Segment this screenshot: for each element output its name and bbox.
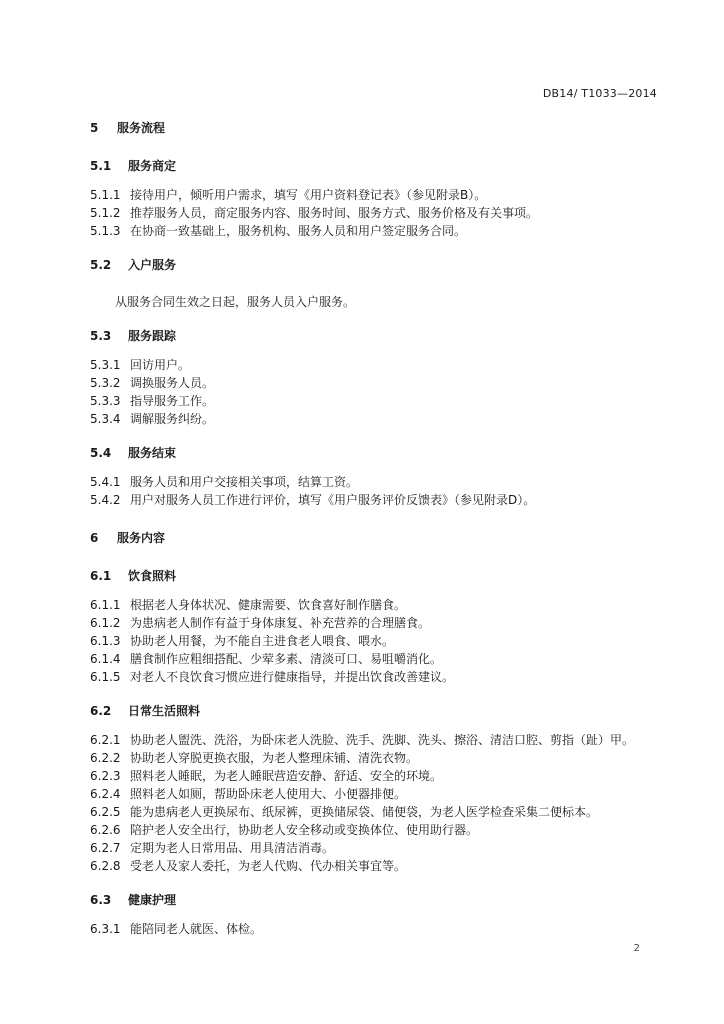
clause-5-4-1 [90, 473, 660, 491]
document-code: DB14/ T1033—2014 [542, 87, 657, 100]
clause-number: 6.2.1 [90, 733, 121, 747]
subsection-title: 入户服务 [128, 258, 177, 272]
clause-number: 6.2.6 [90, 823, 121, 837]
clause-6-3-1 [90, 920, 660, 938]
subsection-number: 5.1 [90, 159, 112, 173]
clause-number: 6.2.5 [90, 805, 121, 819]
clause-text: 协助老人用餐，为不能自主进食老人喂食、喂水。 [130, 634, 395, 648]
clause-number: 5.3.1 [90, 358, 121, 372]
clause-text: 指导服务工作。 [130, 394, 215, 408]
subsection-title: 服务商定 [128, 159, 177, 173]
subsection-title: 服务跟踪 [128, 329, 177, 343]
clause-number: 6.2.2 [90, 751, 121, 765]
page-header [0, 0, 724, 104]
clause-text: 在协商一致基础上，服务机构、服务人员和用户签定服务合同。 [130, 224, 467, 238]
clause-6-2-2 [90, 749, 660, 767]
subsection-heading-5-4 [90, 444, 660, 462]
clause-6-2-7 [90, 839, 660, 857]
clause-text: 服务人员和用户交接相关事项，结算工资。 [130, 475, 359, 489]
clause-6-1-5 [90, 668, 660, 686]
clause-text: 为患病老人制作有益于身体康复、补充营养的合理膳食。 [130, 616, 431, 630]
clause-5-3-2 [90, 374, 660, 392]
clause-text: 调解服务纠纷。 [130, 412, 215, 426]
document-body [90, 119, 660, 938]
clause-number: 5.1.1 [90, 188, 121, 202]
page-number: 2 [633, 943, 640, 954]
clause-number: 6.1.4 [90, 652, 121, 666]
subsection-heading-5-3 [90, 327, 660, 345]
clause-number: 6.1.2 [90, 616, 121, 630]
subsection-number: 6.2 [90, 704, 112, 718]
subsection-heading-6-2 [90, 702, 660, 720]
subsection-number: 5.3 [90, 329, 112, 343]
clause-5-1-1 [90, 186, 660, 204]
clause-number: 5.1.2 [90, 206, 121, 220]
clause-6-2-8 [90, 857, 660, 875]
clause-6-2-3 [90, 767, 660, 785]
clause-number: 6.1.3 [90, 634, 121, 648]
subsection-number: 5.2 [90, 258, 112, 272]
clause-text: 接待用户，倾听用户需求，填写《用户资料登记表》（参见附录B）。 [130, 188, 487, 202]
clause-number: 6.3.1 [90, 922, 121, 936]
clause-number: 5.3.3 [90, 394, 121, 408]
clause-number: 6.2.8 [90, 859, 121, 873]
clause-number: 6.1.5 [90, 670, 121, 684]
clause-text: 能陪同老人就医、体检。 [130, 922, 263, 936]
clause-number: 6.2.4 [90, 787, 121, 801]
clause-text: 根据老人身体状况、健康需要、饮食喜好制作膳食。 [130, 598, 407, 612]
section-heading-5 [90, 119, 660, 137]
section-heading-6 [90, 529, 660, 547]
subsection-number: 5.4 [90, 446, 112, 460]
clause-text: 陪护老人安全出行，协助老人安全移动或变换体位、使用助行器。 [130, 823, 479, 837]
subsection-number: 6.1 [90, 569, 112, 583]
clause-text: 定期为老人日常用品、用具清洁消毒。 [130, 841, 335, 855]
clause-6-2-1 [90, 731, 660, 749]
clause-number: 5.3.4 [90, 412, 121, 426]
clause-number: 5.3.2 [90, 376, 121, 390]
subsection-heading-5-2 [90, 256, 660, 274]
clause-number: 5.1.3 [90, 224, 121, 238]
clause-number: 6.1.1 [90, 598, 121, 612]
clause-text: 协助老人穿脱更换衣服，为老人整理床铺、清洗衣物。 [130, 751, 419, 765]
subsection-heading-5-1 [90, 157, 660, 175]
subsection-title: 日常生活照料 [128, 704, 201, 718]
subsection-heading-6-3 [90, 891, 660, 909]
clause-5-1-3 [90, 222, 660, 240]
clause-text: 调换服务人员。 [130, 376, 215, 390]
section-number: 5 [90, 121, 99, 135]
clause-6-1-2 [90, 614, 660, 632]
clause-5-3-3 [90, 392, 660, 410]
clause-text: 协助老人盥洗、洗浴，为卧床老人洗脸、洗手、洗脚、洗头、擦浴、清洁口腔、剪指（趾）甲。 [130, 733, 635, 747]
clause-6-2-5 [90, 803, 660, 821]
clause-5-1-2 [90, 204, 660, 222]
clause-text: 照料老人如厕，帮助卧床老人使用大、小便器排便。 [130, 787, 407, 801]
subsection-title: 服务结束 [128, 446, 177, 460]
section-title: 服务内容 [117, 531, 166, 545]
clause-text: 照料老人睡眠，为老人睡眠营造安静、舒适、安全的环境。 [130, 769, 443, 783]
clause-number: 5.4.2 [90, 493, 121, 507]
section-number: 6 [90, 531, 99, 545]
clause-5-3-4 [90, 410, 660, 428]
clause-6-1-1 [90, 596, 660, 614]
clause-6-1-3 [90, 632, 660, 650]
clause-6-1-4 [90, 650, 660, 668]
clause-number: 5.4.1 [90, 475, 121, 489]
clause-text: 推荐服务人员，商定服务内容、服务时间、服务方式、服务价格及有关事项。 [130, 206, 539, 220]
subsection-title: 饮食照料 [128, 569, 177, 583]
section-title: 服务流程 [117, 121, 166, 135]
clause-number: 6.2.7 [90, 841, 121, 855]
clause-number: 6.2.3 [90, 769, 121, 783]
clause-text: 膳食制作应粗细搭配、少荤多素、清淡可口、易咀嚼消化。 [130, 652, 443, 666]
clause-6-2-6 [90, 821, 660, 839]
clause-text: 回访用户。 [130, 358, 191, 372]
paragraph-text: 从服务合同生效之日起，服务人员入户服务。 [115, 295, 356, 309]
clause-text: 受老人及家人委托，为老人代购、代办相关事宜等。 [130, 859, 407, 873]
clause-5-4-2 [90, 491, 660, 509]
clause-text: 用户对服务人员工作进行评价，填写《用户服务评价反馈表》（参见附录D）。 [130, 493, 536, 507]
subsection-heading-6-1 [90, 567, 660, 585]
subsection-title: 健康护理 [128, 893, 177, 907]
subsection-number: 6.3 [90, 893, 112, 907]
clause-6-2-4 [90, 785, 660, 803]
clause-5-3-1 [90, 356, 660, 374]
clause-text: 对老人不良饮食习惯应进行健康指导，并提出饮食改善建议。 [130, 670, 455, 684]
clause-text: 能为患病老人更换尿布、纸尿裤，更换储尿袋、储便袋，为老人医学检查采集二便标本。 [130, 805, 599, 819]
